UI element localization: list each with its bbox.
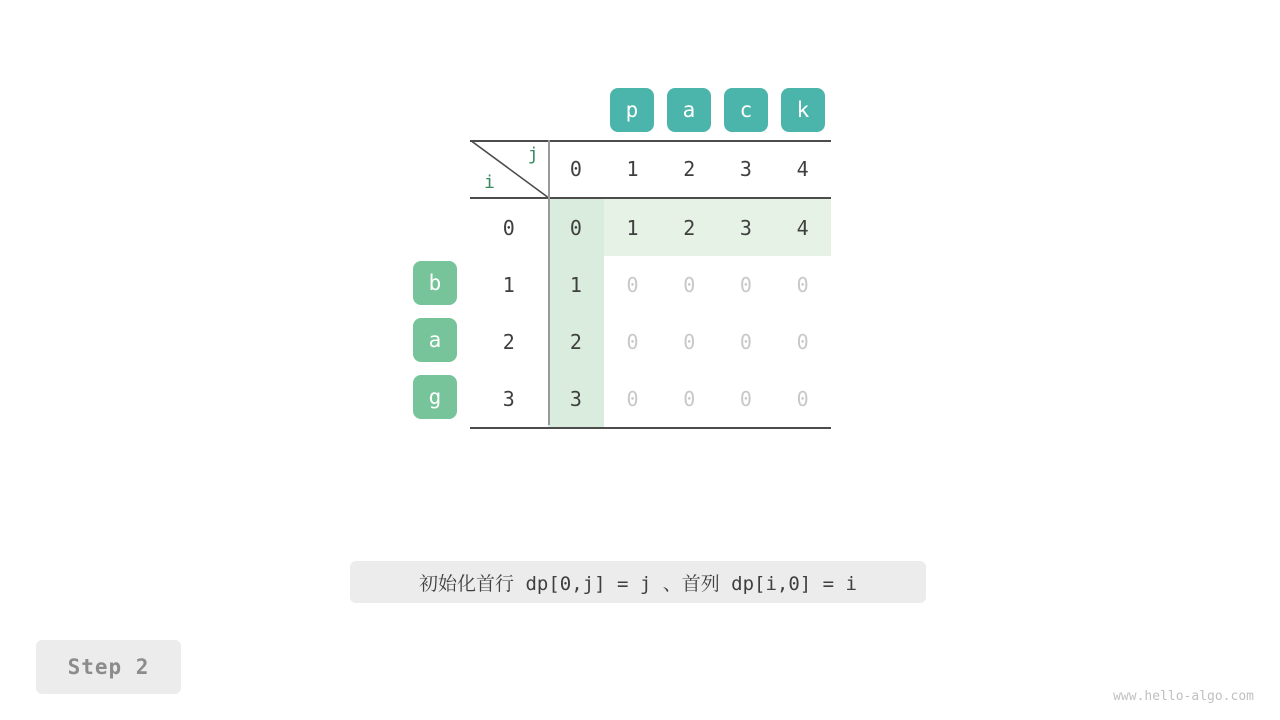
- table-row: [470, 198, 831, 256]
- dp-cell: 0: [774, 370, 831, 428]
- column-letters: [610, 88, 825, 132]
- column-index-cell: 3: [718, 140, 775, 198]
- row-index-cell: 1: [502, 272, 515, 297]
- column-index-cell: 1: [604, 140, 661, 198]
- dp-cell: 0: [548, 198, 605, 256]
- axis-label-i: i: [484, 172, 495, 193]
- dp-cell: 1: [604, 198, 661, 256]
- dp-cell: 0: [604, 370, 661, 428]
- table-vertical-rule: [548, 140, 550, 425]
- dp-cell: 4: [774, 198, 831, 256]
- dp-cell: 0: [796, 272, 809, 297]
- column-letter-chip: a: [667, 88, 711, 132]
- step-badge: Step 2: [36, 640, 181, 694]
- dp-cell: 0: [739, 272, 752, 297]
- dp-cell: 2: [661, 198, 718, 256]
- column-letter-chip: p: [610, 88, 654, 132]
- dp-cell: 0: [626, 272, 639, 297]
- dp-cell: 0: [739, 329, 752, 354]
- dp-cell: 0: [683, 329, 696, 354]
- column-index-cell: 0: [548, 140, 605, 198]
- dp-cell: 2: [548, 313, 605, 370]
- table-row: [470, 256, 831, 313]
- axis-label-j: j: [527, 144, 539, 165]
- dp-cell: 0: [683, 272, 696, 297]
- column-index-cell: 2: [661, 140, 718, 198]
- dp-cell: 0: [718, 370, 775, 428]
- dp-cell: 3: [548, 370, 605, 428]
- caption-text: 初始化首行 dp[0,j] = j 、首列 dp[i,0] = i: [350, 561, 926, 603]
- row-letter-chip: g: [413, 375, 457, 419]
- dp-cell: 0: [626, 329, 639, 354]
- row-index-cell: 2: [502, 329, 515, 354]
- column-letter-chip: c: [724, 88, 768, 132]
- row-index-cell: 0: [502, 215, 515, 240]
- column-index-cell: 4: [774, 140, 831, 198]
- table-row: [470, 313, 831, 370]
- dp-cell: 3: [718, 198, 775, 256]
- column-letter-chip: k: [781, 88, 825, 132]
- dp-cell: 0: [661, 370, 718, 428]
- axis-corner-cell: [470, 140, 548, 198]
- table-header-row: [470, 140, 831, 198]
- row-letter-chip: b: [413, 261, 457, 305]
- row-letters: [413, 261, 457, 419]
- dp-cell: 0: [796, 329, 809, 354]
- dp-cell: 1: [548, 256, 605, 313]
- dp-table: [470, 140, 831, 425]
- row-letter-chip: a: [413, 318, 457, 362]
- row-index-cell: 3: [470, 370, 548, 428]
- watermark: www.hello-algo.com: [1113, 689, 1254, 704]
- table-row: [470, 370, 831, 428]
